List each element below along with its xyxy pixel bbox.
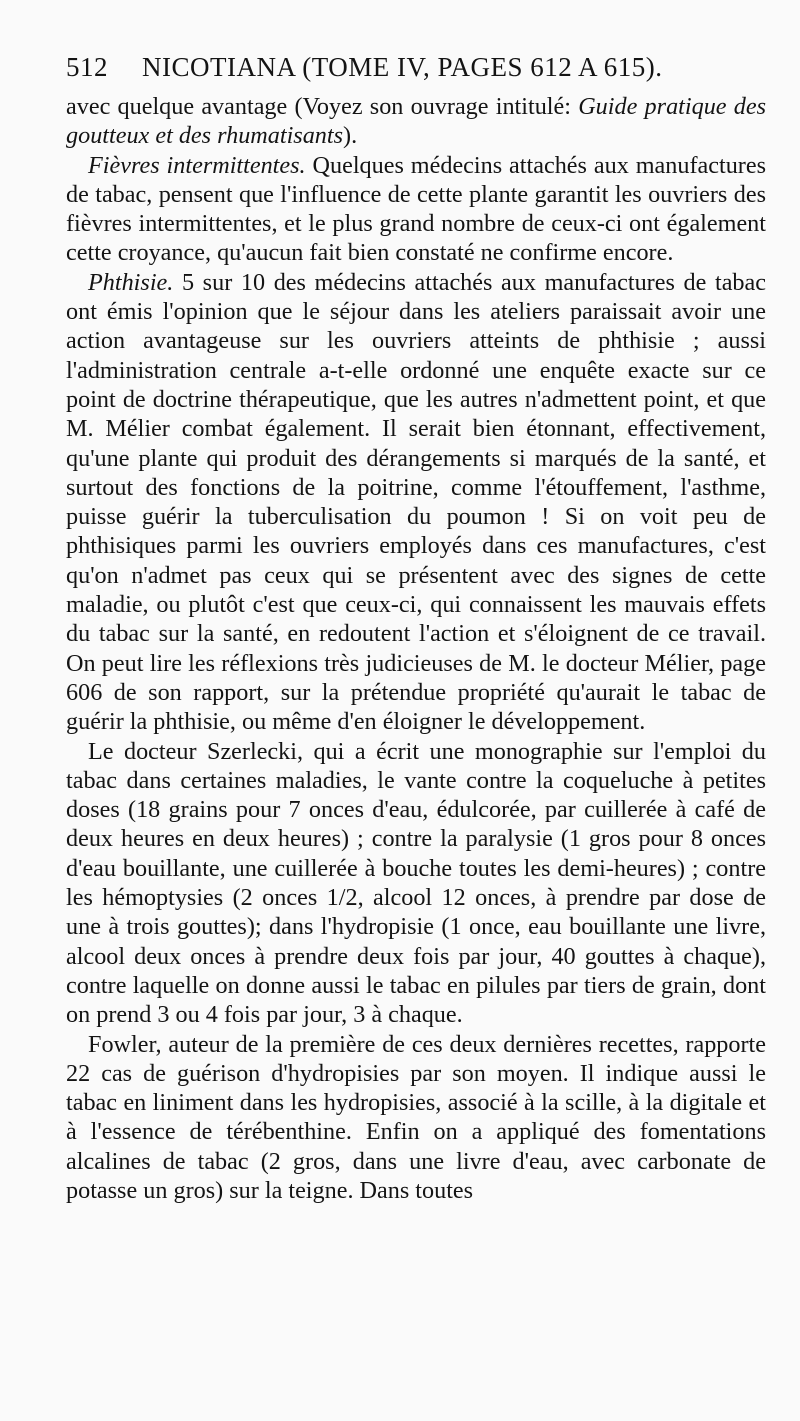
paragraph-continuation [66, 92, 766, 151]
running-header [66, 52, 766, 92]
paragraph-szerlecki [66, 737, 766, 1030]
text-segment: Quelques médecins attachés aux manufactures de tabac, pensent que l'influence de cette plante garantit les ouvriers des fièvres intermittentes, et le plus grand nombre de ceux-ci ont également cette croyance, qu'aucun fait bien constaté ne confirme encore. [66, 151, 766, 267]
text-segment: 5 sur 10 des médecins attachés aux manufactures de tabac ont émis l'opinion que le séjour dans les ateliers paraissait avoir une action avantageuse sur les ouvriers atteints de phthisie ; aussi l'administration centrale a-t-elle ordonné une enquête exacte sur ce point de doctrine thérapeutique, que les autres n'admettent point, et que M. Mélier combat également. Il serait bien étonnant, effectivement, qu'une plante qui produit des dérangements si marqués de la santé, et surtout des fonctions de la poitrine, comme l'étouffement, l'asthme, puisse guérir la tuberculisation du poumon ! Si on voit peu de phthisiques parmi les ouvriers employés dans ces manufactures, c'est qu'on n'admet pas ceux qui se présentent avec des signes de cette maladie, ou plutôt c'est que ceux-ci, qui connaissent les mauvais effets du tabac sur la santé, en redoutent l'action et s'éloignent de ce travail. On peut lire les réflexions très judicieuses de M. le docteur Mélier, page 606 de son rapport, sur la prétendue propriété qu'aurait le tabac de guérir la phthisie, ou même d'en éloigner le développement. [66, 268, 766, 736]
paragraph-fievres-intermittentes [66, 151, 766, 268]
running-title: NICOTIANA (TOME IV, PAGES 612 A 615). [142, 52, 663, 82]
text-segment: Le docteur Szerlecki, qui a écrit une monographie sur l'emploi du tabac dans certaines maladies, le vante contre la coqueluche à petites doses (18 grains pour 7 onces d'eau, édulcorée, par cuillerée à café de deux heures en deux heures) ; contre la paralysie (1 gros pour 8 onces d'eau bouillante, une cuillerée à bouche toutes les demi-heures) ; contre les hémoptysies (2 onces 1/2, alcool 12 onces, à prendre par dose de une à trois gouttes); dans l'hydropisie (1 once, eau bouillante une livre, alcool deux onces à prendre deux fois par jour, 40 gouttes à chaque), contre laquelle on donne aussi le tabac en pilules par tiers de grain, dont on prend 3 ou 4 fois par jour, 3 à chaque. [66, 737, 766, 1029]
body-text [66, 92, 766, 1205]
paragraph-fowler [66, 1030, 766, 1206]
text-segment: avec quelque avantage (Voyez son ouvrage intitulé: [66, 93, 579, 120]
italic-text: Fièvres intermittentes. [88, 151, 306, 179]
italic-text: Phthisie. [88, 268, 174, 296]
italic-text: Guide pratique des goutteux et des rhumatisants [66, 93, 766, 150]
text-segment: ). [343, 122, 358, 150]
paragraph-phthisie [66, 268, 766, 737]
page-number: 512 [66, 52, 108, 82]
text-segment: Fowler, auteur de la première de ces deux dernières recettes, rapporte 22 cas de guérison d'hydropisies par son moyen. Il indique aussi le tabac en liniment dans les hydropisies, associé à la scille, à la digitale et à l'essence de térébenthine. Enfin on a appliqué des fomentations alcalines de tabac (2 gros, dans une livre d'eau, avec carbonate de potasse un gros) sur la teigne. Dans toutes [66, 1030, 766, 1204]
